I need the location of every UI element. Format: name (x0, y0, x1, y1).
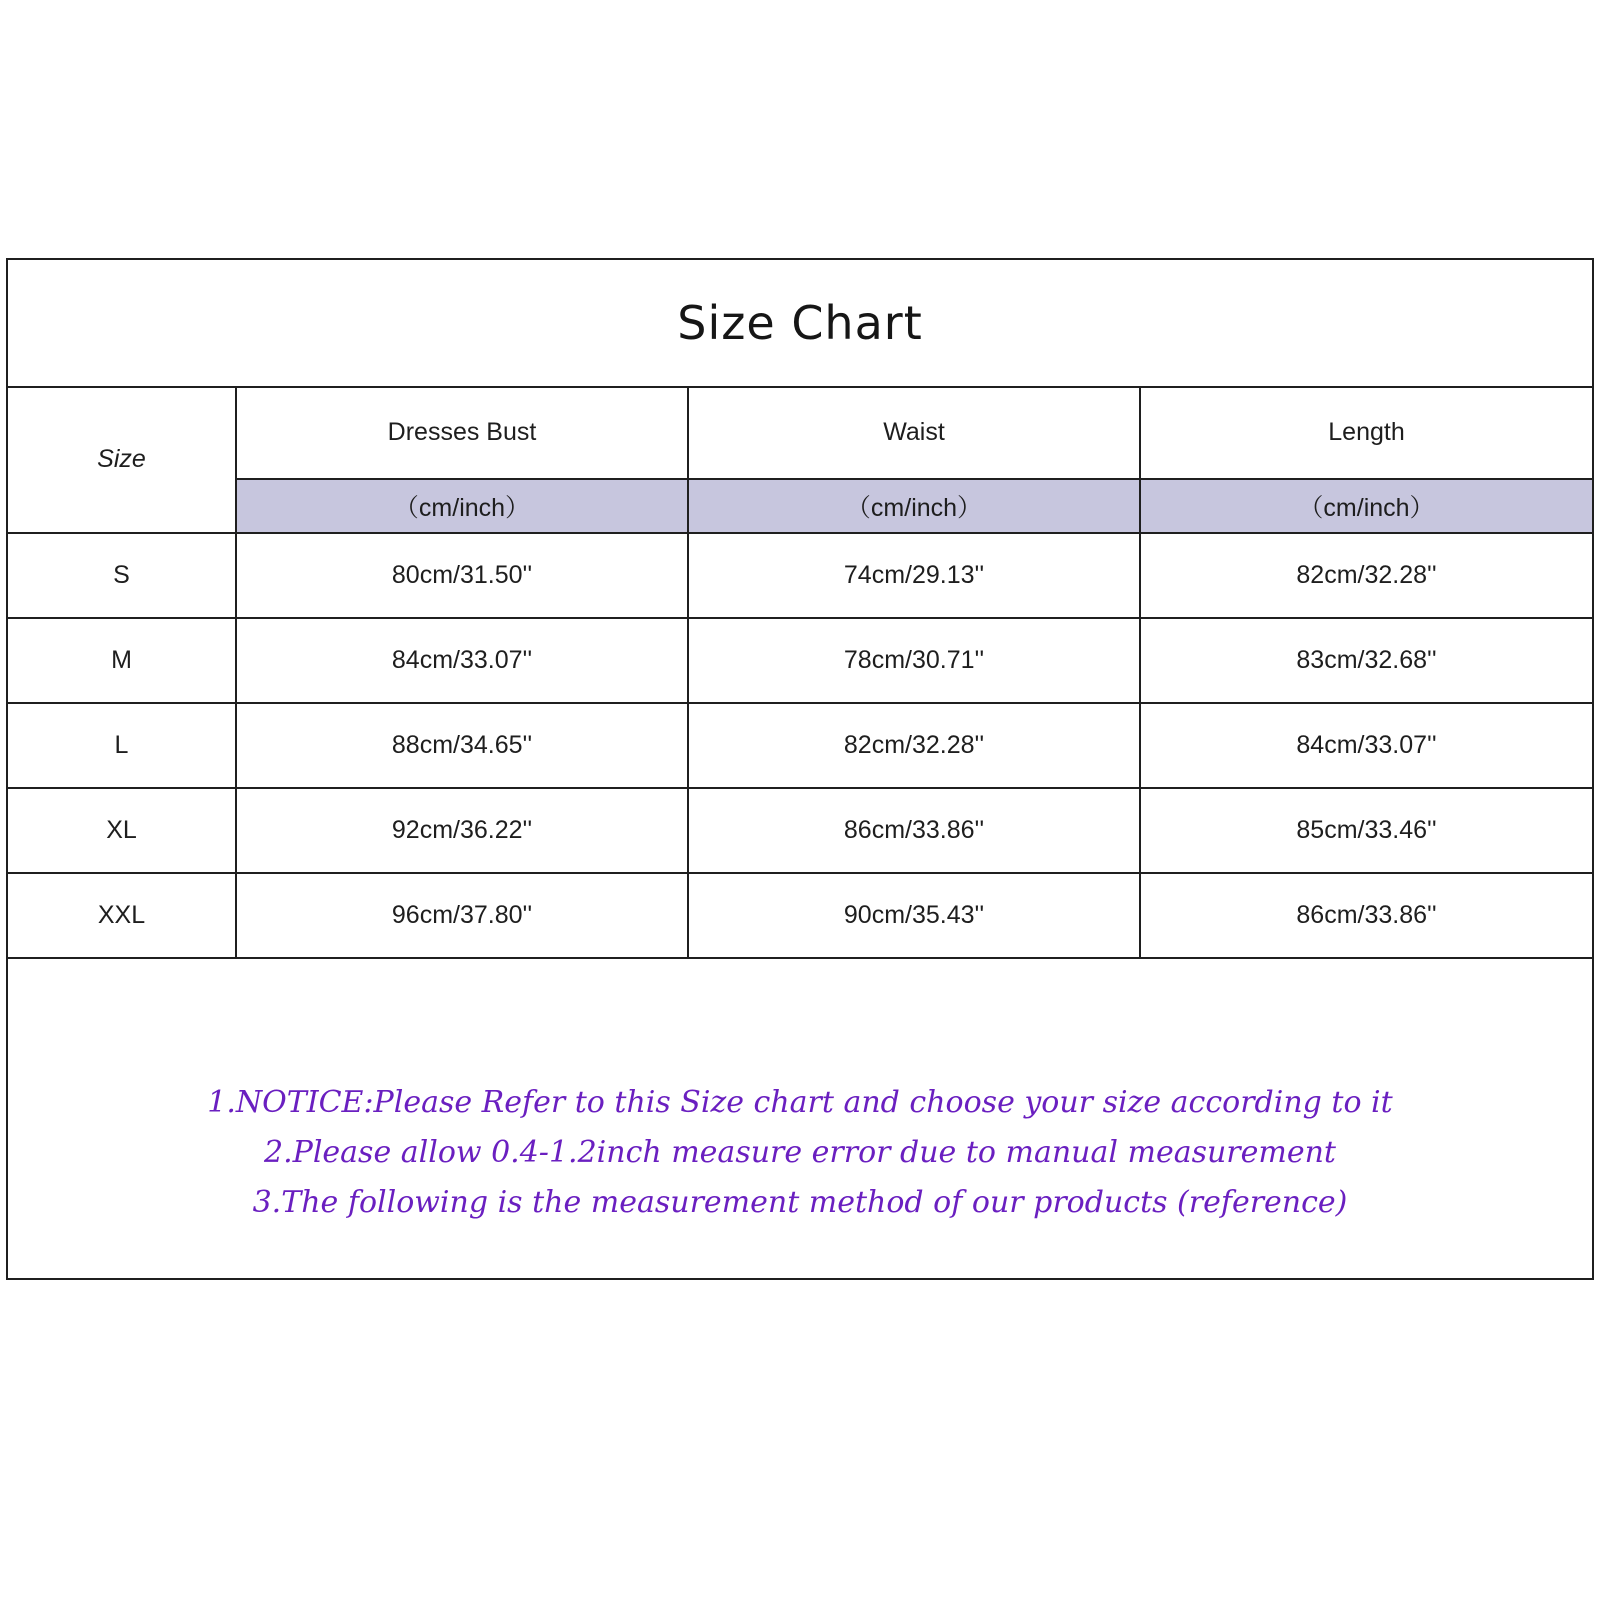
column-header-length: Length (1140, 386, 1592, 479)
waist-cell: 74cm/29.13'' (688, 533, 1140, 618)
unit-row (8, 479, 1592, 533)
header-row (8, 386, 1592, 479)
length-cell: 82cm/32.28'' (1140, 533, 1592, 618)
size-label: XL (8, 788, 236, 873)
note-line: 2.Please allow 0.4-1.2inch measure error due to manual measurement (264, 1135, 1336, 1170)
waist-cell: 82cm/32.28'' (688, 703, 1140, 788)
size-label: L (8, 703, 236, 788)
table-row (8, 703, 1592, 788)
waist-cell: 90cm/35.43'' (688, 873, 1140, 958)
note-line: 3.The following is the measurement method of our products (reference) (252, 1185, 1348, 1220)
length-cell: 86cm/33.86'' (1140, 873, 1592, 958)
size-label: XXL (8, 873, 236, 958)
table-row (8, 618, 1592, 703)
bust-cell: 80cm/31.50'' (236, 533, 688, 618)
size-notes (8, 1078, 1592, 1228)
size-label: S (8, 533, 236, 618)
note-line: 1.NOTICE:Please Refer to this Size chart and choose your size according to it (207, 1085, 1393, 1120)
chart-title: Size Chart (677, 296, 923, 350)
column-header-bust: Dresses Bust (236, 386, 688, 479)
column-header-waist: Waist (688, 386, 1140, 479)
length-cell: 84cm/33.07'' (1140, 703, 1592, 788)
waist-cell: 78cm/30.71'' (688, 618, 1140, 703)
length-cell: 83cm/32.68'' (1140, 618, 1592, 703)
title-row (8, 260, 1592, 388)
waist-cell: 86cm/33.86'' (688, 788, 1140, 873)
unit-label-waist: （cm/inch） (688, 479, 1140, 533)
size-table (8, 386, 1592, 959)
size-chart (6, 258, 1594, 1280)
length-cell: 85cm/33.46'' (1140, 788, 1592, 873)
unit-label-length: （cm/inch） (1140, 479, 1592, 533)
table-row (8, 873, 1592, 958)
unit-label-bust: （cm/inch） (236, 479, 688, 533)
bust-cell: 88cm/34.65'' (236, 703, 688, 788)
bust-cell: 96cm/37.80'' (236, 873, 688, 958)
size-column-header: Size (8, 386, 236, 533)
table-row (8, 533, 1592, 618)
table-row (8, 788, 1592, 873)
bust-cell: 84cm/33.07'' (236, 618, 688, 703)
size-label: M (8, 618, 236, 703)
bust-cell: 92cm/36.22'' (236, 788, 688, 873)
